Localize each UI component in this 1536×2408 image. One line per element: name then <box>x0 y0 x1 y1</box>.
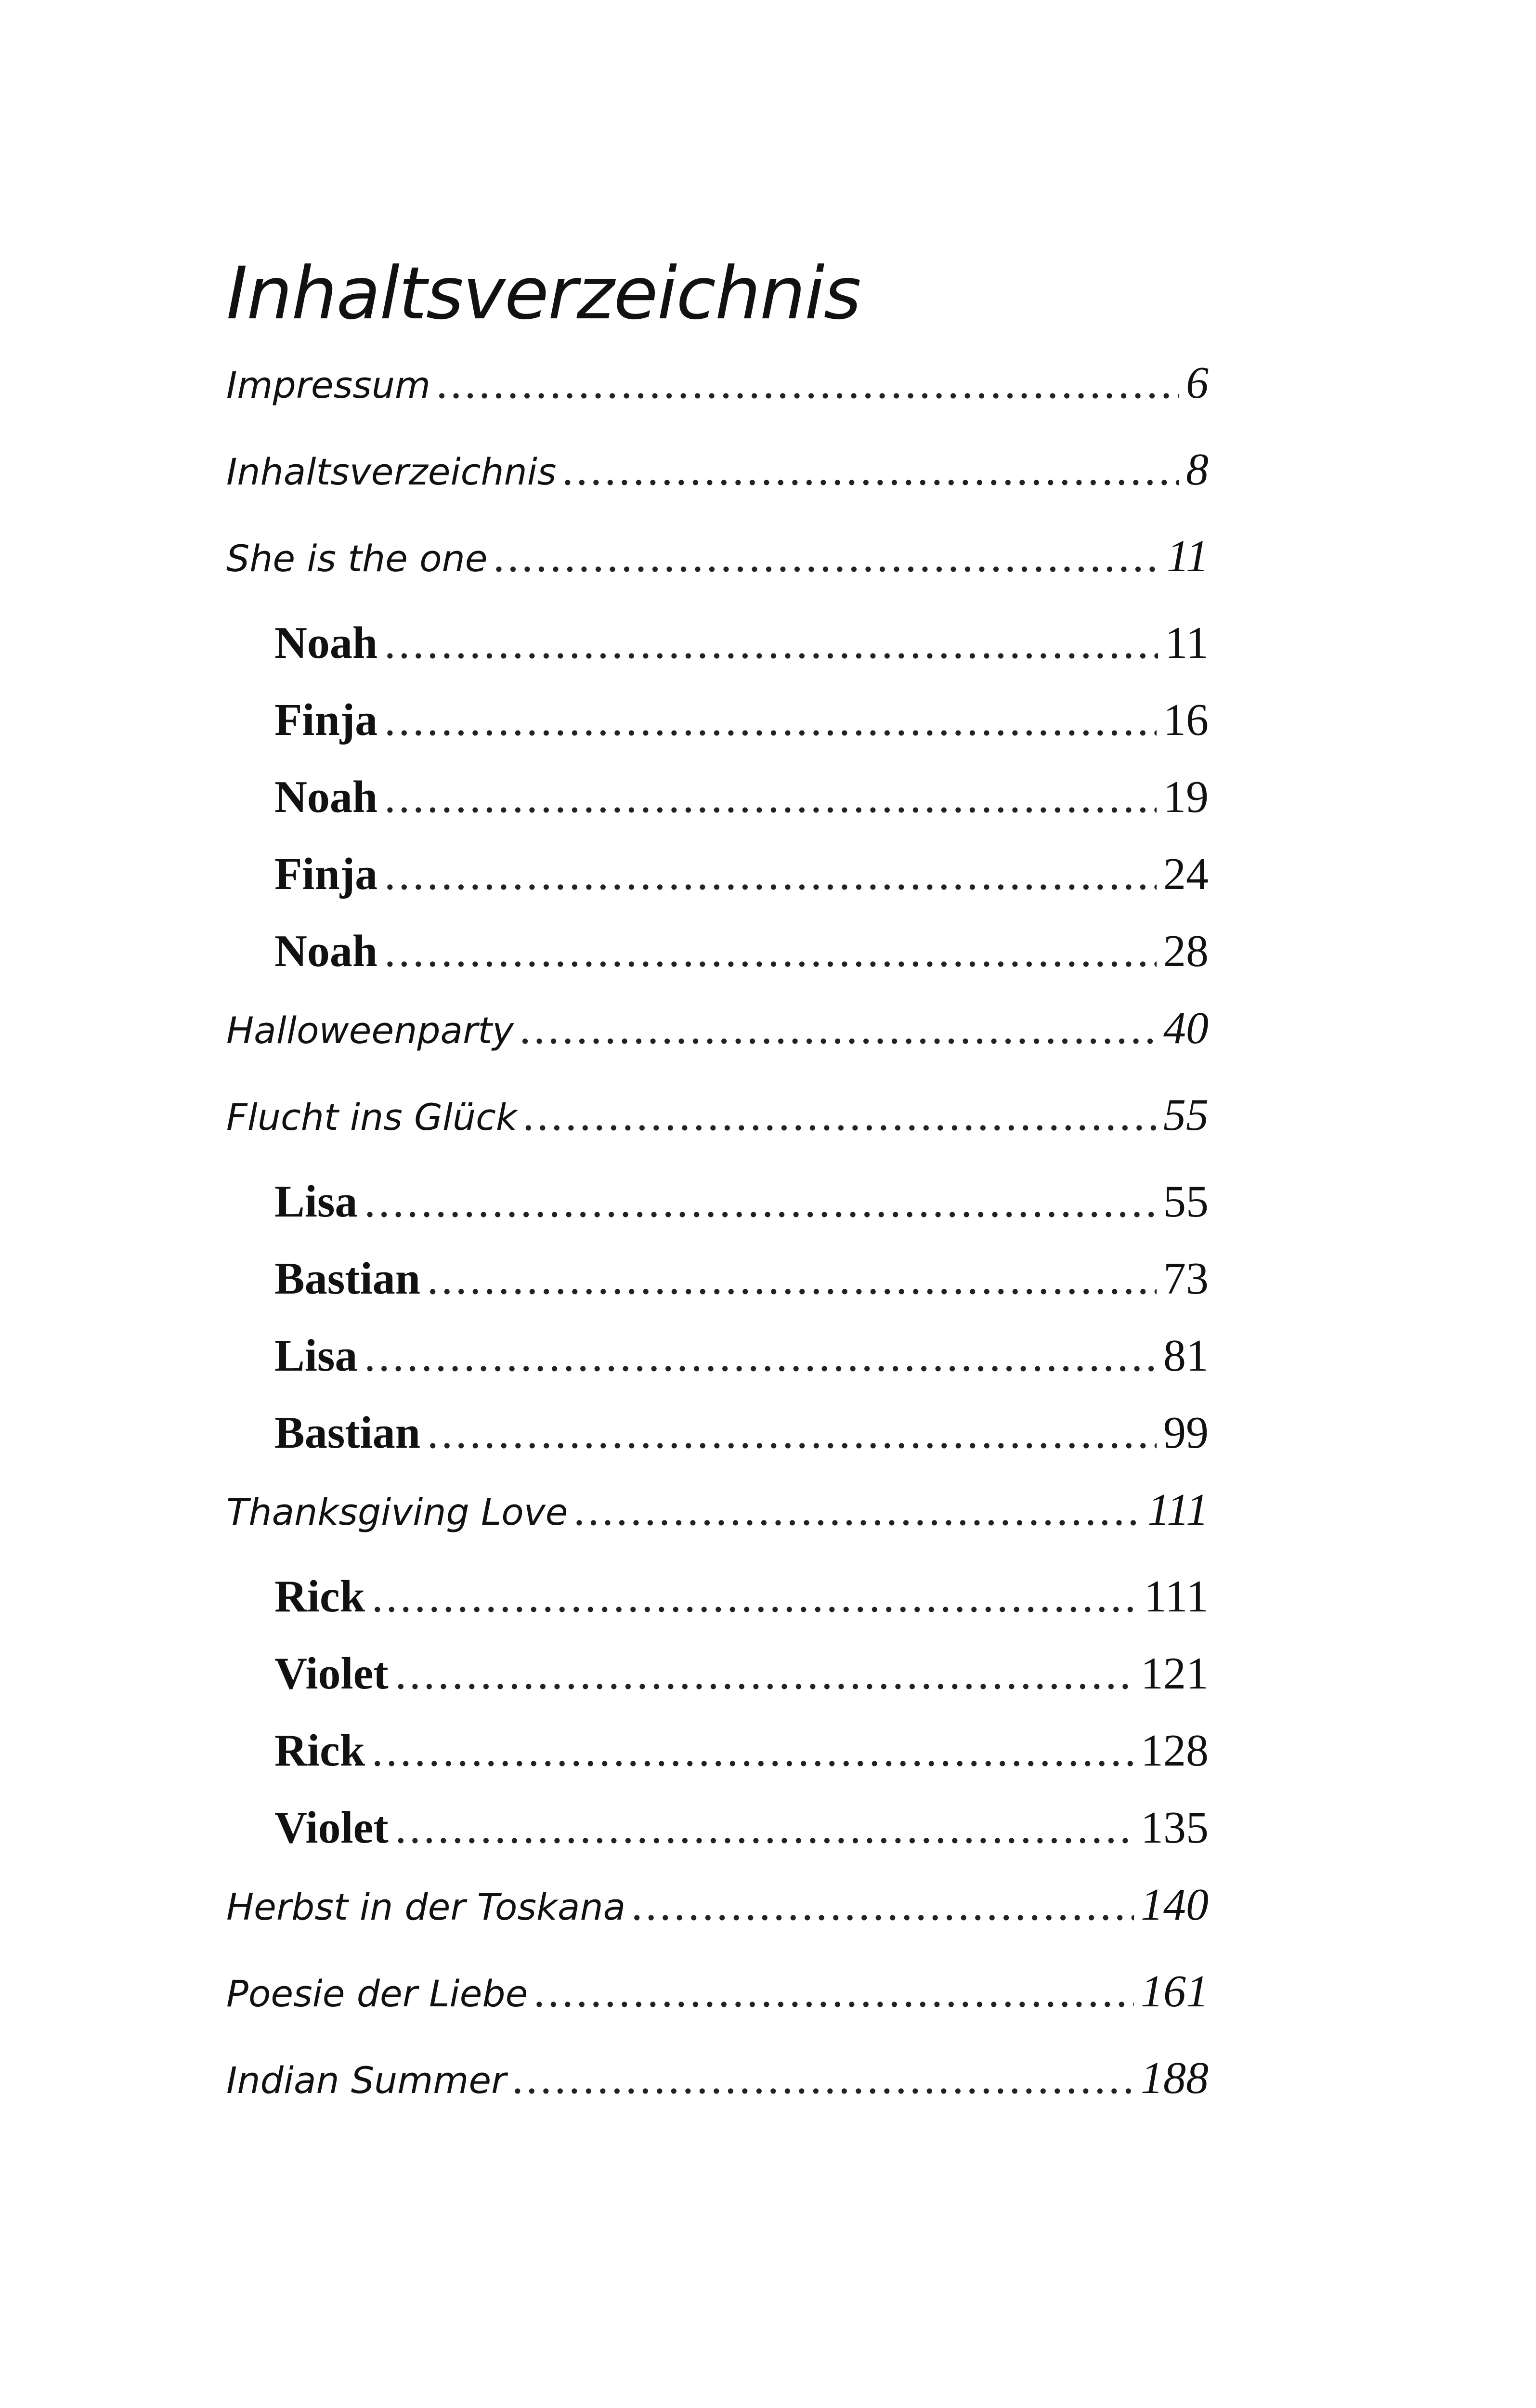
dot-leader <box>384 768 1157 826</box>
toc-entry-label: Thanksgiving Love <box>226 1491 568 1533</box>
toc-subentry-page: 11 <box>1165 618 1209 668</box>
toc-subentry-page: 28 <box>1163 926 1209 976</box>
dot-leader <box>384 922 1157 980</box>
toc-subentry-label: Finja <box>274 849 378 899</box>
toc-entry <box>226 527 1209 585</box>
toc-subentry-label: Finja <box>274 695 378 745</box>
toc-entry-page: 40 <box>1163 1003 1209 1053</box>
toc-entry-page: 6 <box>1186 358 1209 408</box>
dot-leader <box>563 441 1179 498</box>
dot-leader <box>427 1404 1157 1462</box>
toc-entry-label: Herbst in der Toskana <box>226 1885 626 1928</box>
toc-entry-label: Poesie der Liebe <box>226 1972 528 2015</box>
toc-entry <box>226 1876 1209 1934</box>
toc-subentry-label: Lisa <box>274 1331 358 1381</box>
toc-subentry <box>226 1173 1209 1230</box>
toc-subentry-page: 81 <box>1163 1331 1209 1381</box>
dot-leader <box>364 1327 1157 1385</box>
toc-subentry-label: Rick <box>274 1726 365 1776</box>
toc-subentry <box>226 1799 1209 1857</box>
toc-subentry-label: Noah <box>274 772 378 822</box>
toc-entry-label: Indian Summer <box>226 2059 507 2102</box>
toc-subentry <box>226 1722 1209 1780</box>
toc-entry-label: Impressum <box>226 364 431 406</box>
toc-subentry <box>226 845 1209 903</box>
dot-leader <box>384 614 1158 672</box>
toc-subentry <box>226 1568 1209 1625</box>
dot-leader <box>384 845 1157 903</box>
dot-leader <box>427 1250 1157 1308</box>
toc-subentry-page: 128 <box>1141 1726 1209 1776</box>
toc-entry-label: Halloweenparty <box>226 1009 514 1052</box>
toc-entry-page: 55 <box>1163 1090 1209 1140</box>
dot-leader <box>372 1722 1134 1780</box>
dot-leader <box>632 1876 1134 1934</box>
toc-subentry <box>226 1645 1209 1702</box>
dot-leader <box>513 2049 1134 2107</box>
toc-subentry-label: Noah <box>274 618 378 668</box>
dot-leader <box>395 1799 1134 1857</box>
toc-entry-page: 8 <box>1186 445 1209 495</box>
dot-leader <box>534 1963 1134 2020</box>
toc-subentry-label: Lisa <box>274 1177 358 1227</box>
toc-entry <box>226 1481 1209 1539</box>
toc-subentry-label: Bastian <box>274 1254 420 1304</box>
toc-entry-page: 111 <box>1147 1485 1209 1535</box>
toc-subentry <box>226 1404 1209 1462</box>
dot-leader <box>437 354 1179 412</box>
dot-leader <box>521 999 1157 1057</box>
toc-entry <box>226 1086 1209 1144</box>
dot-leader <box>384 691 1157 749</box>
toc-subentry <box>226 1327 1209 1385</box>
toc-entry-page: 11 <box>1166 531 1209 581</box>
toc-subentry-page: 99 <box>1163 1408 1209 1458</box>
toc-entry <box>226 999 1209 1057</box>
toc-subentry-page: 111 <box>1144 1571 1209 1622</box>
toc-subentry-label: Noah <box>274 926 378 976</box>
toc-entry-page: 161 <box>1141 1966 1209 2016</box>
toc-subentry-page: 121 <box>1141 1649 1209 1699</box>
dot-leader <box>575 1481 1141 1539</box>
dot-leader <box>524 1086 1157 1144</box>
toc-entry-page: 140 <box>1141 1880 1209 1930</box>
toc-entry <box>226 354 1209 412</box>
toc-subentry <box>226 922 1209 980</box>
toc-entry <box>226 441 1209 498</box>
toc-subentry-page: 55 <box>1163 1177 1209 1227</box>
toc-subentry-label: Rick <box>274 1571 365 1622</box>
toc-entry-label: She is the one <box>226 537 488 580</box>
toc-entry-page: 188 <box>1141 2053 1209 2103</box>
toc-entry <box>226 2049 1209 2107</box>
dot-leader <box>495 527 1160 585</box>
toc-subentry-page: 19 <box>1163 772 1209 822</box>
toc-entry-label: Inhaltsverzeichnis <box>226 450 557 493</box>
toc-subentry <box>226 768 1209 826</box>
toc-entry-label: Flucht ins Glück <box>226 1096 517 1139</box>
dot-leader <box>372 1568 1137 1625</box>
page-title: Inhaltsverzeichnis <box>226 252 860 336</box>
toc-subentry-label: Bastian <box>274 1408 420 1458</box>
toc-subentry-page: 73 <box>1163 1254 1209 1304</box>
toc-subentry <box>226 1250 1209 1308</box>
toc-subentry-page: 16 <box>1163 695 1209 745</box>
toc-subentry-label: Violet <box>274 1649 389 1699</box>
dot-leader <box>395 1645 1134 1702</box>
toc-subentry-page: 24 <box>1163 849 1209 899</box>
toc-subentry-page: 135 <box>1141 1803 1209 1853</box>
toc-entry <box>226 1963 1209 2020</box>
toc-subentry <box>226 691 1209 749</box>
toc-subentry <box>226 614 1209 672</box>
toc-subentry-label: Violet <box>274 1803 389 1853</box>
dot-leader <box>364 1173 1157 1230</box>
